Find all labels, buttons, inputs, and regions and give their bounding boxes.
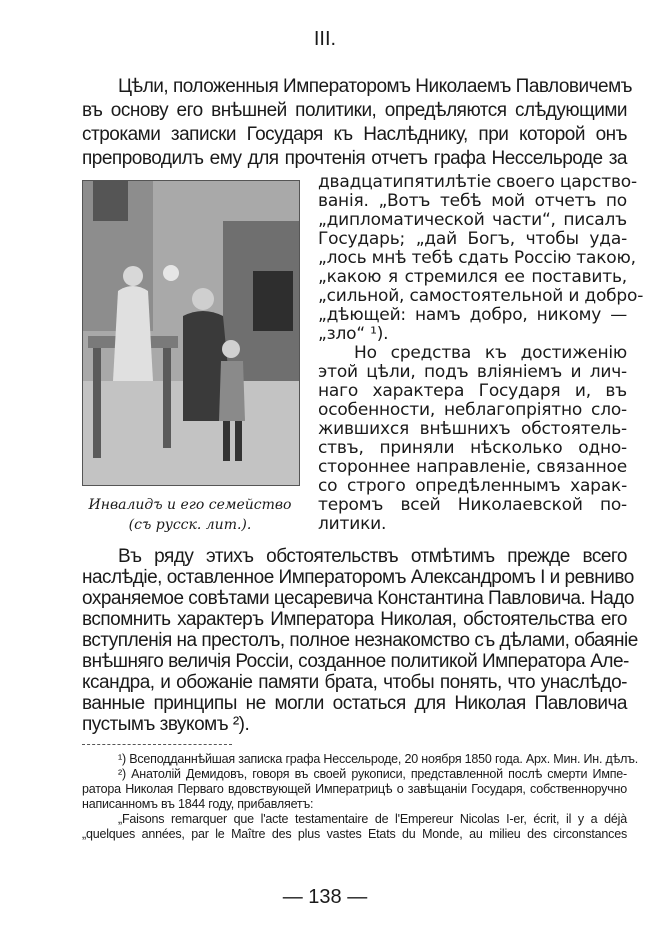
text-line: „лось мнѣ тебѣ сдать Россію такою,	[318, 248, 636, 268]
text-line: стороннее направленіе, связанное	[318, 457, 627, 477]
text-line: этой цѣли, подъ вліяніемъ и лич-	[318, 362, 627, 382]
text-line: наслѣдіе, оставленное Императоромъ Александромъ I и ревниво	[82, 567, 634, 588]
illustration-caption: Инвалидъ и его семейство	[88, 497, 292, 513]
text-line: пустымъ звукомъ ²).	[82, 714, 250, 735]
footnote-line: написанномъ въ 1844 году, прибавляетъ:	[82, 797, 314, 811]
text-line: строками записки Государя къ Наслѣднику, при которой онъ	[82, 124, 627, 145]
text-line: „дѣющей: намъ добро, никому —	[318, 305, 627, 325]
illustration-caption-source: (съ русск. лит.).	[128, 517, 252, 533]
text-line: Въ ряду этихъ обстоятельствъ отмѣтимъ прежде всего	[118, 546, 627, 567]
chapter-heading: III.	[313, 28, 337, 50]
text-line: Цѣли, положенныя Императоромъ Николаемъ Павловичемъ	[118, 76, 633, 97]
text-line: Но средства къ достиженію	[354, 343, 627, 363]
footnote-separator	[82, 744, 232, 745]
text-line: литики.	[318, 514, 387, 534]
footnote-line: „Faisons remarquer que l'acte testamentaire de l'Empereur Nicolas I-er, écrit, il y a déjà	[118, 812, 627, 826]
text-line: наго характера Государя и, въ	[318, 381, 627, 401]
text-line: теромъ всей Николаевской по-	[318, 495, 627, 515]
text-line: двадцатипятилѣтіе своего царство-	[318, 172, 637, 192]
text-line: вспомнить характеръ Императора Николая, обстоятельства его	[82, 609, 627, 630]
text-line: препроводилъ ему для прочтенія отчетъ графа Нессельроде за	[82, 148, 627, 169]
text-line: въ основу его внѣшней политики, опредѣляются слѣдующими	[82, 100, 627, 121]
text-line: охраняемое совѣтами цесаревича Константина Павловича. Надо	[82, 588, 634, 609]
footnote-line: „quelques années, par le Maître des plus vastes Etats du Monde, au milieu des circonstances	[82, 827, 627, 841]
footnote-line: ратора Николая Перваго вдовствующей Императрицѣ о завѣщаніи Государя, собственноручно	[82, 782, 627, 796]
text-line: вступленія на престолъ, полное незнакомство съ дѣлами, обаяніе	[82, 630, 638, 651]
text-line: внѣшняго величія Россіи, созданное политикой Императора Але-	[82, 651, 629, 672]
page-number: — 138 —	[282, 886, 368, 908]
text-line: ванія. „Вотъ тебѣ мой отчетъ по	[318, 191, 627, 211]
text-line: „сильной, самостоятельной и добро-	[318, 286, 644, 306]
footnote-line: ¹) Всеподданнѣйшая записка графа Нессельроде, 20 ноября 1850 года. Арх. Мин. Ин. дѣлъ.	[118, 752, 639, 766]
text-line: „дипломатической части“, писалъ	[318, 210, 627, 230]
text-line: Государь; „дай Богъ, чтобы уда-	[318, 229, 627, 249]
text-line: особенности, неблагопріятно сло-	[318, 400, 627, 420]
illustration-engraving	[82, 180, 300, 486]
text-line: жившихся внѣшнихъ обстоятель-	[318, 419, 627, 439]
text-line: со строго опредѣленнымъ харак-	[318, 476, 627, 496]
text-line: ствъ, приняли нѣсколько одно-	[318, 438, 627, 458]
text-line: „какою я стремился ее поставить,	[318, 267, 627, 287]
text-line: ксандра, и обожаніе памяти брата, чтобы понять, что унаслѣдо-	[82, 672, 627, 693]
text-line: ванные принципы не могли остаться для Николая Павловича	[82, 693, 627, 714]
footnote-line: ²) Анатолій Демидовъ, говоря въ своей рукописи, представленной послѣ смерти Импе-	[118, 767, 627, 781]
text-line: „зло“ ¹).	[318, 324, 389, 344]
